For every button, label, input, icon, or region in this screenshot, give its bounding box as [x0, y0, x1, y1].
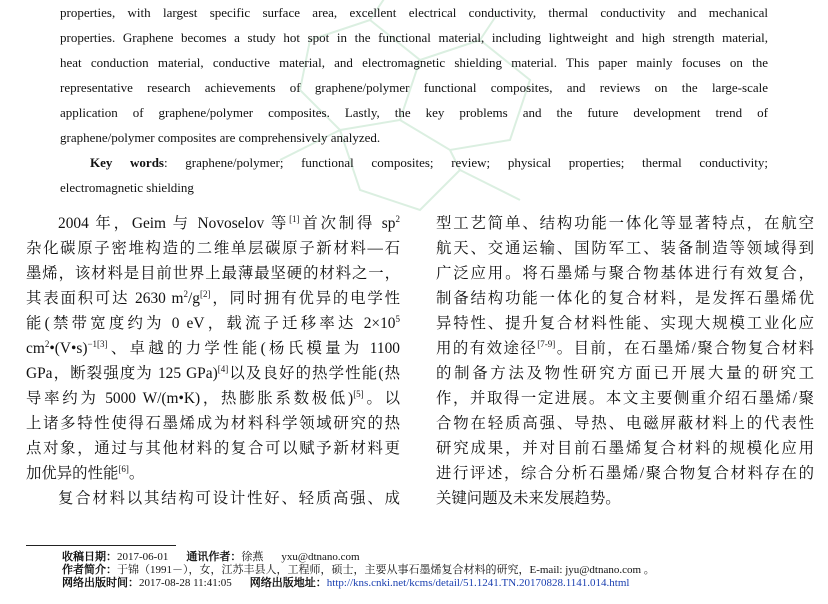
footnote-divider	[26, 545, 176, 546]
body-line: 异特性、提升复合材料性能、实现大规模工业化应	[436, 315, 814, 332]
keywords-text: : graphene/polymer; functional composites; review; physical properties; thermal conductivity;	[163, 155, 768, 170]
body-line: 能(禁带宽度约为 0 eV，载流子迁移率达 $2\times 10^5$	[26, 314, 400, 332]
body-line: 用的有效途径[7-9]。目前，在石墨烯/聚合物复合材料	[436, 339, 814, 357]
keywords-line: electromagnetic shielding	[60, 180, 194, 195]
abstract-line: representative research achievements of graphene/polymer functional composites, and reviews on the large-scale	[60, 80, 768, 95]
footnotes	[62, 551, 802, 590]
body-column-right	[436, 211, 814, 511]
abstract-line: properties. Graphene becomes a study hot spot in the functional material, including lightweight and high strength material,	[60, 30, 768, 45]
body-line: 墨烯，该材料是目前世界上最薄最坚硬的材料之一，	[26, 265, 400, 282]
body-line: 导率约为 5000 W/(m•K)，热膨胀系数极低)[5]。以	[26, 389, 400, 407]
abstract-line: heat conduction material, conductive material, and electromagnetic shielding material. This paper mainly focuses on the	[60, 55, 768, 70]
footnote-line-publication: 网络出版时间：2017-08-28 11:41:05 网络出版地址：http://kns.cnki.net/kcms/detail/51.1241.TN.20170828.1141.014.html	[62, 577, 630, 589]
body-line: 2004 年，Geim 与 Novoselov 等[1]首次制得 $sp^2$	[58, 214, 400, 232]
keywords-block	[60, 150, 768, 200]
footnote-line-received: 收稿日期：2017-06-01 通讯作者：徐燕 yxu@dtnano.com	[62, 551, 360, 563]
body-line: 航天、交通运输、国防军工、装备制造等领域得到	[436, 240, 814, 257]
keywords-line	[60, 150, 768, 175]
body-line: 关键问题及未来发展趋势。	[436, 490, 621, 507]
body-line: GPa，断裂强度为 125 GPa)[4]以及良好的热学性能(热	[26, 364, 400, 382]
body-line: 的制备方法及物性研究方面已开展大量的研究工	[436, 365, 814, 382]
abstract-line: graphene/polymer composites are comprehensively analyzed.	[60, 130, 381, 145]
author-email: yxu@dtnano.com	[281, 551, 360, 563]
publication-url-link[interactable]: http://kns.cnki.net/kcms/detail/51.1241.TN.20170828.1141.014.html	[326, 577, 630, 589]
keywords-label: Key words	[90, 155, 164, 170]
abstract-line: properties, with largest specific surface area, excellent electrical conductivity, thermal conductivity and mechanical	[60, 5, 768, 20]
body-line: 广泛应用。将石墨烯与聚合物基体进行有效复合，	[436, 265, 814, 282]
abstract-english	[60, 0, 768, 150]
body-line: 制备结构功能一体化的复合材料，是发挥石墨烯优	[436, 290, 814, 307]
body-line: 复合材料以其结构可设计性好、轻质高强、成	[58, 490, 400, 507]
body-line: $cm^2•(V•s)^{-1[3]}$、卓越的力学性能(杨氏模量为 1100	[26, 339, 400, 357]
body-line: 杂化碳原子密堆构造的二维单层碳原子新材料—石	[26, 240, 400, 257]
body-line: 合物在轻质高强、导热、电磁屏蔽材料上的代表性	[436, 415, 814, 432]
body-line: 其表面积可达 2630 $m^2/g[2]$，同时拥有优异的电学性	[26, 289, 400, 307]
body-line: 型工艺简单、结构功能一体化等显著特点，在航空	[436, 215, 814, 232]
abstract-line: application of graphene/polymer composites. Lastly, the key problems and the future development trend of	[60, 105, 768, 120]
body-line: 加优异的性能[6]。	[26, 464, 145, 482]
footnote-line-bio: 作者简介：于锦（1991－），女，江苏丰县人，工程师，硕士，主要从事石墨烯复合材料的研究，E-mail: jyu@dtnano.com 。	[62, 564, 655, 576]
body-line: 上诸多特性使得石墨烯成为材料科学领域研究的热	[26, 415, 400, 432]
body-line: 作，并取得一定进展。本文主要侧重介绍石墨烯/聚	[436, 390, 814, 407]
body-line: 研究成果，并对目前石墨烯复合材料的规模化应用	[436, 440, 814, 457]
body-column-left	[26, 211, 400, 511]
body-line: 进行评述，综合分析石墨烯/聚合物复合材料存在的	[436, 465, 814, 482]
body-line: 点对象，通过与其他材料的复合可以赋予新材料更	[26, 440, 400, 457]
